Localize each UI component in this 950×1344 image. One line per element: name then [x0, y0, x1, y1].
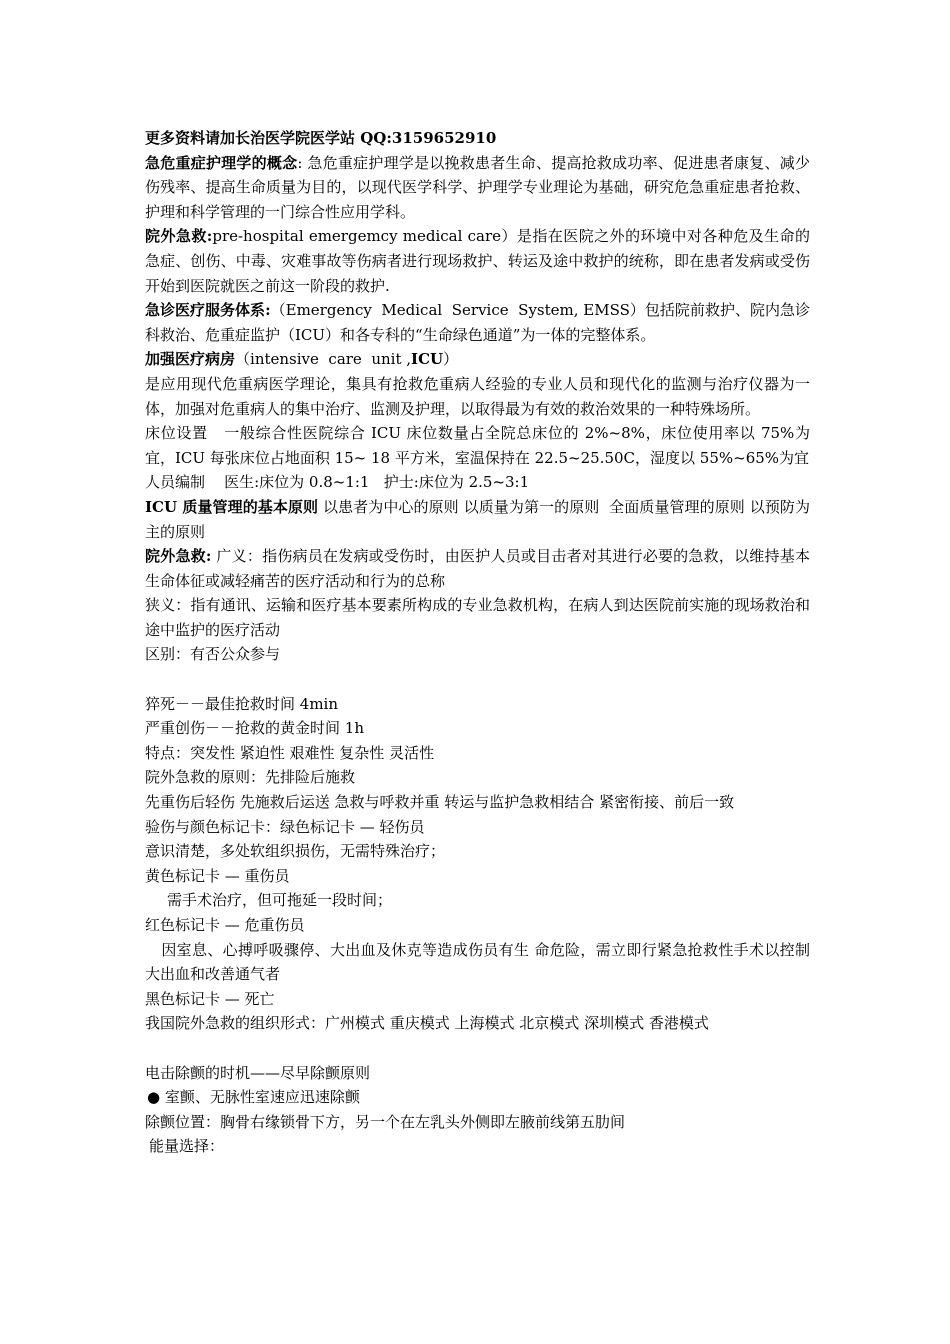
- header-line: 更多资料请加长治医学院医学站 QQ:3159652910: [145, 129, 497, 147]
- text-line: 黑色标记卡 — 死亡: [145, 989, 275, 1008]
- prehospital-broad: [145, 544, 810, 593]
- term-prehospital: 院外急救:: [145, 227, 213, 246]
- prehospital-narrow: 狭义：指有通讯、运输和医疗基本要素所构成的专业急救机构，在病人到达医院前实施的现场救治和途中监护的医疗活动: [145, 596, 810, 639]
- text-line: 需手术治疗，但可拖延一段时间；: [167, 891, 393, 910]
- document-page: [145, 126, 810, 1159]
- defib-timing: 电击除颤的时机——尽早除颤原则: [145, 1063, 371, 1082]
- text-line: 院外急救的原则：先排险后施救: [145, 768, 356, 787]
- defib-energy: 能量选择：: [149, 1137, 225, 1156]
- icu-english: （intensive care unit ,: [235, 350, 412, 369]
- critical-care-definition: [145, 151, 810, 225]
- text-line: 黄色标记卡 — 重伤员: [145, 866, 290, 885]
- text-line: 猝死－－最佳抢救时间 4min: [145, 694, 338, 713]
- emss-text: （Emergency Medical Service System, EMSS）包括院前救护、院内急诊科救治、危重症监护（ICU）和各专科的“生命绿色通道”为一体的完整体系。: [145, 301, 810, 344]
- defib-bullet: ● 室颤、无脉性室速应迅速除颤: [147, 1088, 360, 1107]
- text-line: 特点：突发性 紧迫性 艰难性 复杂性 灵活性: [145, 743, 435, 762]
- text-line: 意识清楚，多处软组织损伤，无需特殊治疗；: [145, 842, 446, 861]
- quality-text: 以患者为中心的原则 以质量为第一的原则 全面质量管理的原则 以预防为主的原则: [145, 497, 810, 541]
- term-quality: ICU 质量管理的基本原则: [145, 497, 319, 516]
- term-emss: 急诊医疗服务体系:: [145, 301, 271, 320]
- critical-care-text: : 急危重症护理学是以挽救患者生命、提高抢救成功率、促进患者康复、减少伤残率、提高生命质量为目的，以现代医学科学、护理学专业理论为基础，研究危急重症患者抢救、护理和科学管理的一门综合性应用学科。: [145, 153, 810, 221]
- text-line: 验伤与颜色标记卡：绿色标记卡 — 轻伤员: [145, 817, 425, 836]
- icu-abbr: ICU: [411, 350, 444, 369]
- icu-close: ）: [443, 350, 459, 369]
- prehospital-english: pre-hospital emergemcy medical care: [212, 227, 502, 246]
- quality-principles: [145, 495, 810, 544]
- prehospital-definition: [145, 224, 810, 298]
- icu-staff: 人员编制 医生:床位为 0.8~1:1 护士:床位为 2.5~3:1: [145, 473, 530, 492]
- term-critical-care: 急危重症护理学的概念: [145, 153, 298, 172]
- text-line: 红色标记卡 — 危重伤员: [145, 916, 305, 934]
- emss-definition: [145, 298, 810, 347]
- prehospital-broad-text: 广义：指伤病员在发病或受伤时，由医护人员或目击者对其进行必要的急救，以维持基本生命体征或减轻痛苦的医疗活动和行为的总称: [145, 547, 810, 590]
- text-line: 先重伤后轻伤 先施救后运送 急救与呼救并重 转运与监护急救相结合 紧密衔接、前后一致: [145, 793, 735, 812]
- red-card-detail: 因室息、心搏呼吸骤停、大出血及休克等造成伤员有生 命危险，需立即行紧急抢救性手术以控制大出血和改善通气者: [145, 940, 810, 984]
- prehospital-difference: 区别：有否公众参与: [145, 645, 281, 664]
- prehospital-text: ）是指在医院之外的环境中对各种危及生命的急症、创伤、中毒、灾难事故等伤病者进行现场救护、转运及途中救护的统称，即在患者发病或受伤开始到医院就医之前这一阶段的救护.: [145, 227, 810, 295]
- icu-beds: 床位设置 一般综合性医院综合 ICU 床位数量占全院总床位的 2%~8%，床位使用率以 75%为宜，ICU 每张床位占地面积 15~ 18 平方米，室温保持在 22.5~25.50C，湿度以 55%~65%为宜: [145, 424, 810, 467]
- icu-heading: [145, 347, 810, 372]
- icu-definition: 是应用现代危重病医学理论，集具有抢救危重病人经验的专业人员和现代化的监测与治疗仪器为一体，加强对危重病人的集中治疗、监测及护理，以取得最为有效的救治效果的一种特殊场所。: [145, 374, 810, 418]
- text-line: [145, 938, 810, 987]
- blank-line: [145, 1036, 810, 1061]
- term-prehospital-2: 院外急救:: [145, 547, 212, 566]
- term-icu: 加强医疗病房: [145, 350, 236, 369]
- text-line: 严重创伤－－抢救的黄金时间 1h: [145, 719, 364, 738]
- defib-position: 除颤位置：胸骨右缘锁骨下方，另一个在左乳头外侧即左腋前线第五肋间: [145, 1112, 626, 1131]
- text-line: 我国院外急救的组织形式：广州模式 重庆模式 上海模式 北京模式 深圳模式 香港模式: [145, 1014, 709, 1033]
- blank-line: [145, 667, 810, 692]
